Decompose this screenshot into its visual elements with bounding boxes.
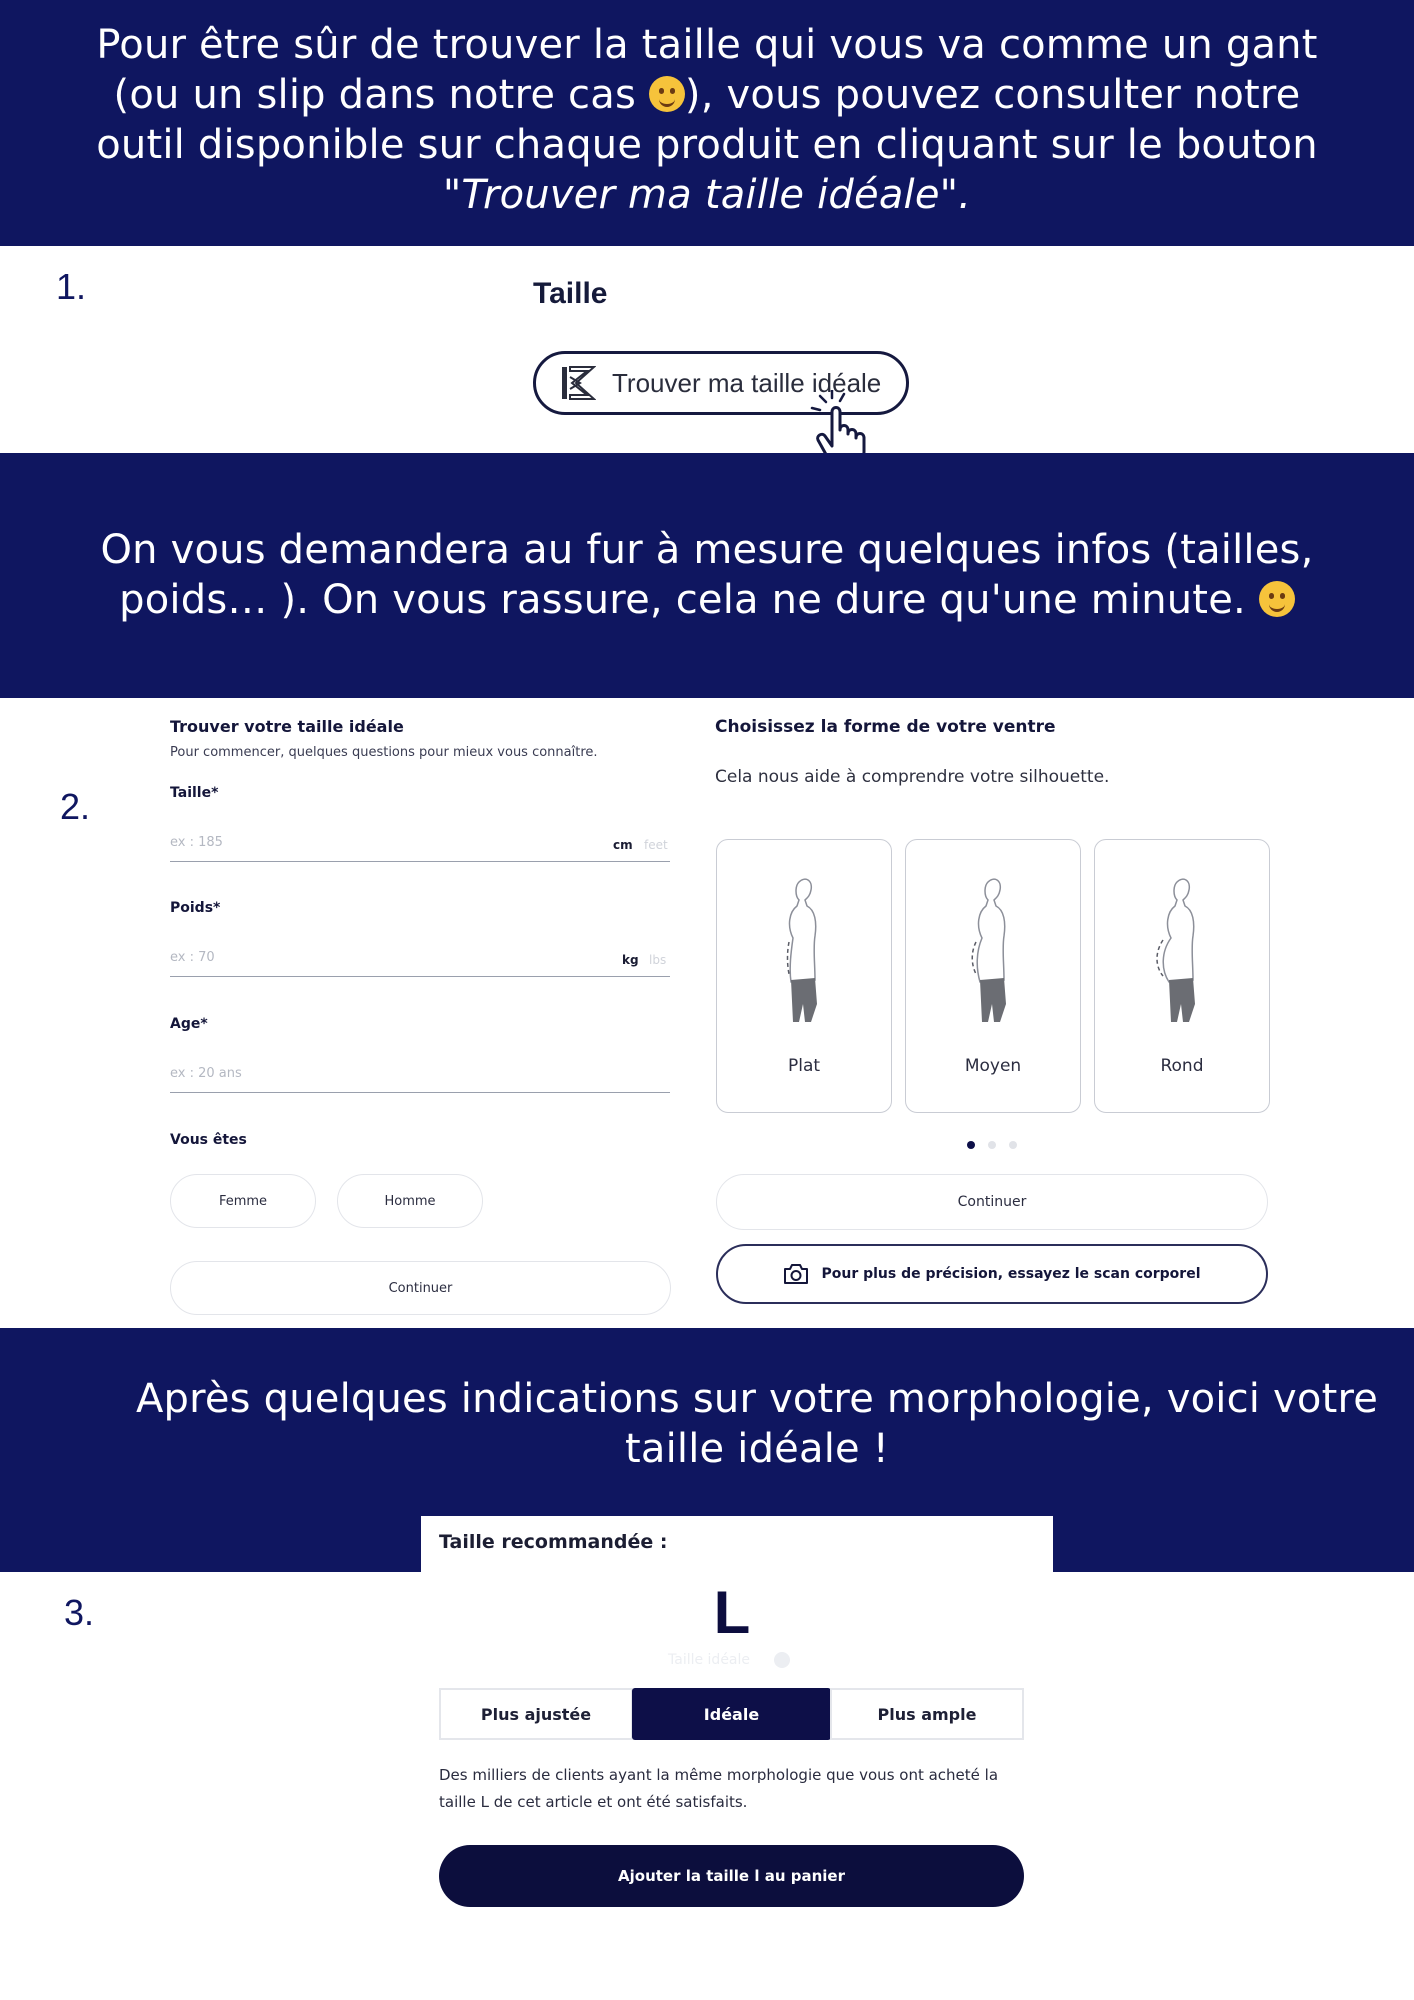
belly-option-rond[interactable]	[1094, 839, 1270, 1113]
belly-continue-button[interactable]: Continuer	[716, 1174, 1268, 1230]
pagination-dot[interactable]	[1009, 1141, 1017, 1149]
gender-option-homme[interactable]: Homme	[337, 1174, 483, 1228]
step-1-number: 1.	[56, 266, 87, 307]
form-continue-button[interactable]: Continuer	[170, 1261, 671, 1315]
belly-option-moyen[interactable]	[905, 839, 1081, 1113]
form-subtitle: Pour commencer, quelques questions pour mieux vous connaître.	[170, 745, 598, 760]
unit-kg-toggle[interactable]: kg	[622, 953, 639, 967]
intro-line-4: "Trouver ma taille idéale".	[442, 172, 972, 218]
fit-option-plus-ajustee[interactable]: Plus ajustée	[439, 1688, 633, 1740]
step-2-number: 2.	[60, 786, 91, 827]
unit-lbs-toggle[interactable]: lbs	[649, 953, 667, 967]
weight-input[interactable]	[170, 936, 670, 977]
size-description-line-1: Des milliers de clients ayant la même morphologie que vous ont acheté la	[439, 1766, 999, 1784]
gender-option-femme[interactable]: Femme	[170, 1174, 316, 1228]
age-input[interactable]	[170, 1052, 670, 1093]
size-description-line-2: taille L de cet article et ont été satisfaits.	[439, 1793, 748, 1811]
find-my-size-label: Trouver ma taille idéale	[612, 367, 882, 398]
pagination-dot[interactable]	[988, 1141, 996, 1149]
belly-option-rond-label: Rond	[1160, 1056, 1204, 1076]
intro-line-3: outil disponible sur chaque produit en cliquant sur le bouton	[96, 122, 1318, 168]
weight-label: Poids*	[170, 900, 221, 916]
info-line-1: On vous demandera au fur à mesure quelques infos (tailles,	[100, 527, 1314, 573]
belly-option-plat-label: Plat	[787, 1056, 821, 1076]
step-3-number: 3.	[64, 1592, 95, 1633]
unit-cm-toggle[interactable]: cm	[613, 838, 633, 852]
brand-logo-icon	[560, 365, 596, 401]
gender-label: Vous êtes	[170, 1132, 247, 1148]
info-banner	[0, 453, 1414, 698]
result-line-2: taille idéale !	[625, 1426, 889, 1472]
intro-text	[60, 20, 1354, 220]
result-text	[110, 1374, 1404, 1474]
body-scan-label: Pour plus de précision, essayez le scan corporel	[821, 1266, 1201, 1282]
check-circle-icon	[774, 1652, 790, 1668]
pagination-dot-active[interactable]	[967, 1141, 975, 1149]
info-text	[60, 525, 1354, 625]
belly-shape-title: Choisissez la forme de votre ventre	[715, 717, 1056, 737]
size-section-title: Taille	[533, 277, 608, 310]
silhouette-icon	[1143, 872, 1223, 1032]
wink-emoji-icon	[649, 76, 685, 112]
age-placeholder: ex : 20 ans	[170, 1066, 242, 1081]
faded-size-caption: Taille idéale	[668, 1652, 751, 1668]
info-line-2	[60, 575, 1354, 625]
age-label: Age*	[170, 1016, 208, 1032]
intro-line-2b: ), vous pouvez consulter notre	[684, 72, 1301, 118]
weight-placeholder: ex : 70	[170, 950, 215, 965]
camera-icon	[783, 1263, 809, 1285]
silhouette-icon	[765, 872, 845, 1032]
info-line-2-text: poids… ). On vous rassure, cela ne dure qu'une minute.	[119, 577, 1259, 623]
unit-feet-toggle[interactable]: feet	[644, 838, 668, 852]
recommended-size-value: L	[713, 1579, 751, 1646]
belly-option-moyen-label: Moyen	[964, 1056, 1022, 1076]
fit-option-ideale[interactable]: Idéale	[632, 1688, 831, 1740]
form-title: Trouver votre taille idéale	[170, 717, 404, 736]
intro-line-1: Pour être sûr de trouver la taille qui vous va comme un gant	[96, 22, 1318, 68]
smile-emoji-icon	[1259, 581, 1295, 617]
silhouette-icon	[954, 872, 1034, 1032]
intro-line-2	[60, 70, 1354, 120]
height-placeholder: ex : 185	[170, 835, 223, 850]
belly-shape-subtitle: Cela nous aide à comprendre votre silhouette.	[715, 767, 1110, 787]
fit-option-plus-ample[interactable]: Plus ample	[830, 1688, 1024, 1740]
height-input[interactable]	[170, 821, 670, 862]
size-description	[439, 1762, 1019, 1816]
intro-line-2a: (ou un slip dans notre cas	[113, 72, 649, 118]
height-label: Taille*	[170, 785, 219, 801]
recommended-size-label: Taille recommandée :	[439, 1531, 668, 1553]
add-to-cart-button[interactable]: Ajouter la taille l au panier	[439, 1845, 1024, 1907]
result-line-1: Après quelques indications sur votre morphologie, voici votre	[135, 1376, 1379, 1422]
intro-banner	[0, 0, 1414, 246]
body-scan-button[interactable]	[716, 1244, 1268, 1304]
belly-option-plat[interactable]	[716, 839, 892, 1113]
